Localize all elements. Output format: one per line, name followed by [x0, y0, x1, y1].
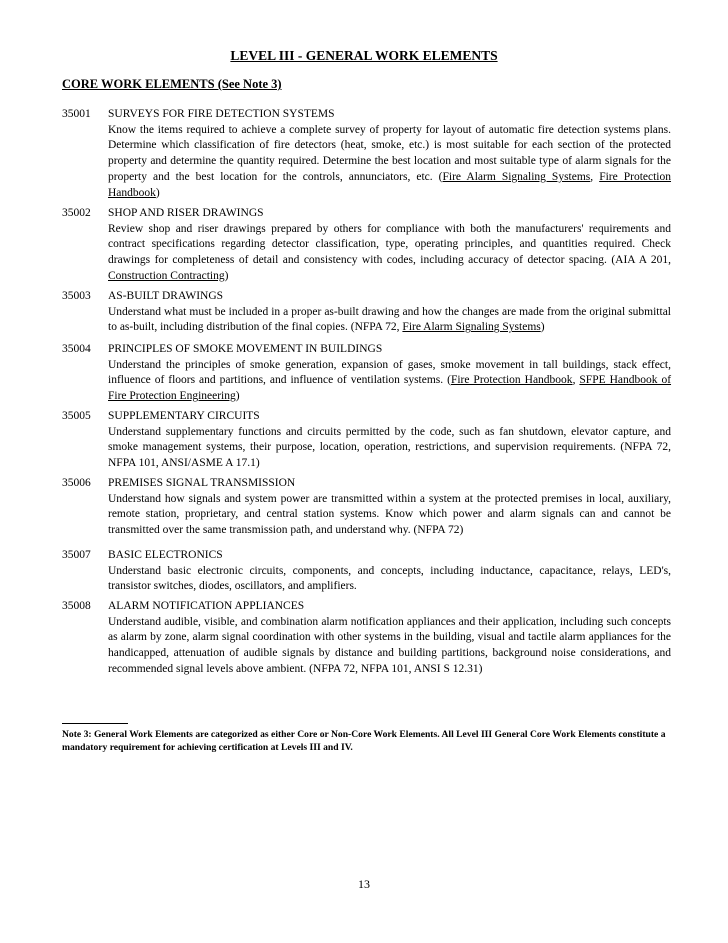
element-title: SURVEYS FOR FIRE DETECTION SYSTEMS	[108, 108, 335, 120]
element-number: 35008	[62, 600, 91, 612]
element-description: Understand audible, visible, and combination alarm notification appliances and their application, including such concepts as alarm by zone, alarm signal coordination with other systems in the building, visual and tactile alarm appliances for the handicapped, attenuation of audible signals by distance and building partitions, background noise considerations, and recommended signal levels above ambient. (NFPA 72, NFPA 101, ANSI S 12.31)	[108, 615, 671, 675]
reference-link: Construction Contracting	[108, 269, 225, 282]
work-element-35007	[62, 548, 671, 595]
element-number: 35002	[62, 207, 91, 219]
work-element-35008	[62, 599, 671, 678]
element-number: 35004	[62, 343, 91, 355]
element-title: BASIC ELECTRONICS	[108, 549, 223, 561]
footnote-divider	[62, 723, 128, 724]
element-title: AS-BUILT DRAWINGS	[108, 290, 224, 302]
reference-link: Fire Alarm Signaling Systems	[442, 170, 591, 183]
element-number: 35005	[62, 410, 91, 422]
work-element-35001	[62, 107, 671, 201]
reference-link: Fire Alarm Signaling Systems	[402, 321, 541, 334]
element-description: Understand the principles of smoke generation, expansion of gases, smoke movement in tall buildings, stack effect, influence of floors and partitions, and influence of ventilation systems. (Fire Protection Handbook, SFPE Handbook of Fire Protection Engineering)	[108, 358, 672, 403]
element-number: 35006	[62, 477, 91, 489]
element-title: PRINCIPLES OF SMOKE MOVEMENT IN BUILDINGS	[108, 343, 383, 355]
footnote: Note 3: General Work Elements are categorized as either Core or Non-Core Work Elements. All Level III General Core Work Elements constitute a mandatory requirement for achieving certification at Levels III and IV.	[62, 729, 666, 753]
element-title: PREMISES SIGNAL TRANSMISSION	[108, 477, 296, 489]
work-element-35002	[62, 206, 671, 285]
element-description: Understand basic electronic circuits, components, and concepts, including inductance, capacitance, relays, LED's, transistor switches, diodes, oscillators, and amplifiers.	[108, 564, 671, 593]
work-element-35005	[62, 409, 671, 472]
reference-link: Fire Protection Handbook	[450, 374, 573, 387]
element-title: SHOP AND RISER DRAWINGS	[108, 207, 264, 219]
reference-link: Fire Protection Handbook	[108, 170, 672, 199]
element-title: ALARM NOTIFICATION APPLIANCES	[108, 600, 305, 612]
work-element-35003	[62, 289, 671, 336]
element-number: 35001	[62, 108, 91, 120]
reference-link: SFPE Handbook of Fire Protection Engineering	[108, 374, 672, 403]
element-description: Review shop and riser drawings prepared by others for compliance with both the manufacturers' requirements and contract specifications regarding detector classification, type, operating principles, and quantities required. Check drawings for completeness of detail and consistency with codes, including accuracy of detector spacing. (AIA A 201, Construction Contracting)	[108, 222, 671, 282]
work-element-35006	[62, 476, 671, 539]
element-title: SUPPLEMENTARY CIRCUITS	[108, 410, 260, 422]
element-number: 35007	[62, 549, 91, 561]
page-number: 13	[358, 877, 370, 891]
element-description: Know the items required to achieve a complete survey of property for layout of automatic fire detection systems plans. Determine which classification of fire detectors (heat, smoke, etc.) is most suitable for each section of the protected property and determine the quantity required. Determine the best location and most suitable type of alarm signals for the property and the best location for the controls, annunciators, etc. (Fire Alarm Signaling Systems, Fire Protection Handbook)	[108, 123, 672, 199]
page-title: LEVEL III - GENERAL WORK ELEMENTS	[230, 48, 498, 63]
element-description: Understand how signals and system power are transmitted within a system at the protected premises in local, auxiliary, remote station, proprietary, and central station systems. Know which power and alarm signals can and cannot be transmitted over the same transmission path, and understand why. (NFPA 72)	[108, 492, 671, 537]
element-description: Understand what must be included in a proper as-built drawing and how the changes are made from the original submittal to as-built, including distribution of the final copies. (NFPA 72, Fire Alarm Signaling Systems)	[108, 305, 671, 334]
element-description: Understand supplementary functions and circuits permitted by the code, such as fan shutdown, elevator capture, and smoke management systems, their purpose, location, operation, restrictions, and supervision requirements. (NFPA 72, NFPA 101, ANSI/ASME A 17.1)	[108, 425, 671, 470]
element-number: 35003	[62, 290, 91, 302]
work-element-35004	[62, 342, 671, 405]
section-heading: CORE WORK ELEMENTS (See Note 3)	[62, 77, 282, 91]
